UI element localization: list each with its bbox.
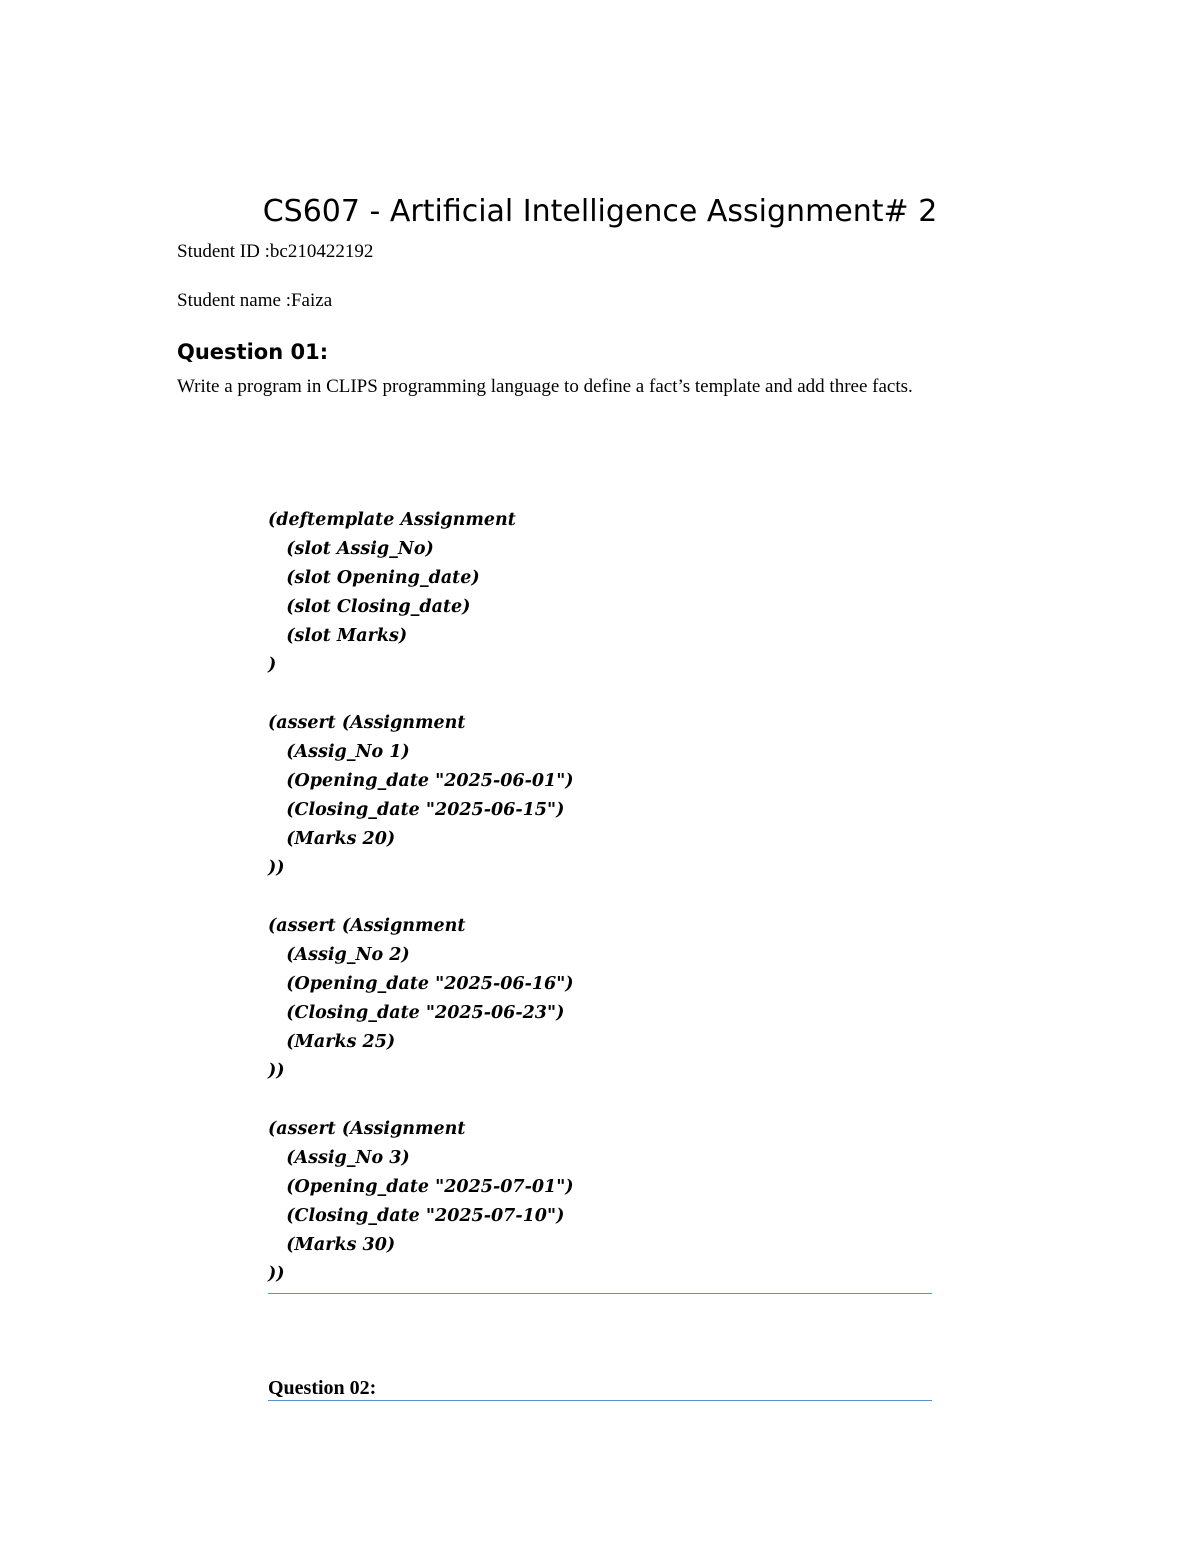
- code-line: (slot Marks): [268, 626, 408, 646]
- question-1-text: Write a program in CLIPS programming language to define a fact’s template and add three facts.: [177, 376, 913, 397]
- code-line: (slot Closing_date): [268, 597, 471, 617]
- code-line: [268, 1086, 574, 1115]
- code-line: (Marks 20): [268, 829, 396, 849]
- code-line: (assert (Assignment: [268, 713, 466, 733]
- code-line: (Closing_date "2025-07-10"): [268, 1206, 565, 1226]
- question-2-heading: Question 02:: [268, 1377, 377, 1399]
- code-line: (slot Assig_No): [268, 539, 434, 559]
- code-line: [268, 680, 574, 709]
- code-line: (assert (Assignment: [268, 916, 466, 936]
- divider-line: [268, 1400, 932, 1401]
- student-id: Student ID :bc210422192: [177, 241, 374, 262]
- clips-code-block: [268, 506, 574, 1289]
- code-line: (assert (Assignment: [268, 1119, 466, 1139]
- code-line: (Marks 30): [268, 1235, 396, 1255]
- student-name: Student name :Faiza: [177, 290, 333, 311]
- code-line: (Assig_No 1): [268, 742, 410, 762]
- code-line: (Closing_date "2025-06-23"): [268, 1003, 565, 1023]
- code-line: (deftemplate Assignment: [268, 510, 516, 530]
- divider-line: [268, 1293, 932, 1294]
- code-line: (Closing_date "2025-06-15"): [268, 800, 565, 820]
- document-title: CS607 - Artificial Intelligence Assignment# 2: [262, 194, 938, 229]
- code-line: )): [268, 1264, 285, 1284]
- code-line: (Opening_date "2025-06-01"): [268, 771, 574, 791]
- code-line: (Assig_No 3): [268, 1148, 410, 1168]
- code-line: (slot Opening_date): [268, 568, 480, 588]
- code-line: )): [268, 1061, 285, 1081]
- code-line: (Marks 25): [268, 1032, 396, 1052]
- code-line: ): [268, 655, 277, 675]
- code-line: [268, 883, 574, 912]
- code-line: )): [268, 858, 285, 878]
- code-line: (Assig_No 2): [268, 945, 410, 965]
- code-line: (Opening_date "2025-07-01"): [268, 1177, 574, 1197]
- question-1-heading: Question 01:: [177, 340, 329, 364]
- code-line: (Opening_date "2025-06-16"): [268, 974, 574, 994]
